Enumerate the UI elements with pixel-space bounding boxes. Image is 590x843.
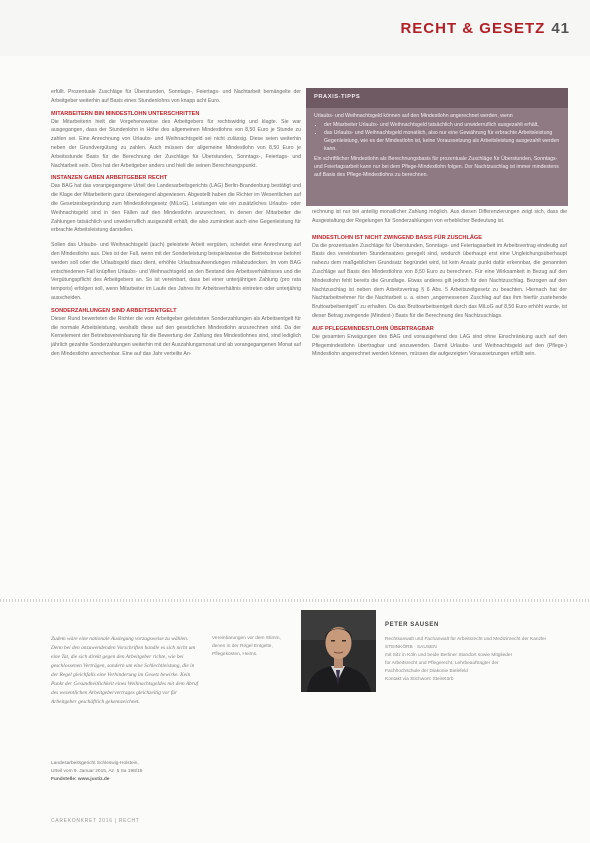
section-heading: INSTANZEN GABEN ARBEITGEBER RECHT xyxy=(51,175,168,182)
section-title: RECHT & GESETZ xyxy=(400,20,546,37)
portrait-image xyxy=(301,610,376,692)
tips-bullet: • der Mitarbeiter Urlaubs- und Weihnachtsgeld tatsächlich und unwiderruflich ausgezahlt erhält, xyxy=(324,121,560,129)
section-text: Die gesamten Erwägungen des BAG und vorausgehend des LAG sind ohne Einschränkung auch auf den Pflegemindestlohn übertragbar und anzuwenden. Damit Urlaubs- und Weihnachtsgeld auf den (Pflege-) Mindestlohn angerechnet werden können, müssen die aufgezeigten Voraussetzungen erfüllt sein. xyxy=(312,333,567,358)
bio-line: Kontakt via Stichwort: SteinKörb xyxy=(385,677,454,682)
section-heading: MITARBEITERN BIN MINDESTLOHN UNTERSCHRITTEN xyxy=(51,110,200,117)
left-column xyxy=(51,88,301,361)
tips-heading: PRAXIS-TIPPS xyxy=(314,94,361,100)
dotted-divider xyxy=(0,599,590,602)
section-header xyxy=(400,20,570,37)
author-bio xyxy=(385,636,565,684)
tips-list xyxy=(314,121,560,153)
page-footer: CAREKONKRET 2016 | RECHT xyxy=(51,818,140,824)
tips-header xyxy=(306,88,568,108)
section-text: Dieser Rund bewerteten die Richter die vom Arbeitgeber geleisteten Sonderzahlungen als Arbeitsentgelt für die normale Arbeitsleistung, weshalb diese auf den gesetzlichen Mindestlohn anzurechnen sind. Da der Kernelement der Betriebsvereinbarung für die Bewertung der Zahlung des Mindestlohnes sind, sind lediglich jährlich gezahlte Sonderzahlungen weiterhin mit der Auszahlungsmonat und ab vorangegangenen Monat auf den Mindestlohn anrechenbar. Eine auf das Jahr verteilte An- xyxy=(51,315,301,357)
author-name: PETER SAUSEN xyxy=(385,622,439,628)
bio-line: Fachhochschule der Diakonie Bielefeld xyxy=(385,669,468,674)
tips-body xyxy=(314,112,560,179)
section-heading: AUF PFLEGEMINDESTLOHN ÜBERTRAGBAR xyxy=(312,325,434,332)
reference-line: Landesarbeitsgericht Schleswig-Holstein, xyxy=(51,761,139,766)
reference-line: Urteil vom 9. Januar 2015, Az. 5 Sa 198/15 xyxy=(51,769,143,774)
section-text: Sollen das Urlaubs- und Weihnachtsgeld (auch) geleistete Arbeit vergüten, scheidet eine Anrechnung auf den Mindestlohn aus. Dies ist der Fall, wenn mit der Sonderleistung beispielsweise die Betriebstreue belohnt werden soll oder die Urlaubsgeld dazu dient, erhöhte Urlaubsaufwendungen mitabzudecken. Im vom BAG entschiedenen Fall knüpften Urlaubs- und Weihnachtsgeld an den Bestand des Arbeitsverhältnisses und die Vergütungspflicht des Arbeitgebers an. So ist vereinbart, dass bei einer unterjährigen Zahlung (pro rata temporis) erfolgen soll, wenn Mitarbeiter im Laufe des Jahres ihr Arbeitsverhältnis eintreten oder unterjährig ausscheiden. xyxy=(51,242,301,301)
tips-outro: Ein schriftlicher Mindestlohn als Berechnungsbasis für prozentuale Zuschläge für Überstunden, Sonntags- und Feiertagsarbeit kann nur bei dem Pflege-Mindestlohn folgen. Der Nachtzuschlag ist immer mindestens auf Basis des Pflege-Mindestlohns zu berechnen. xyxy=(314,156,559,178)
section-text: Das BAG hat das vorangegangene Urteil des Landesarbeitsgerichts (LAG) Berlin-Brandenburg bestätigt und die Klage der Mitarbeiterin ganz überwiegend abgewiesen. Abgestellt haben die Richter im Wesentlichen auf die Gesetzesbegründung zum Mindestlohngesetz (MiLoG). Leistungen wie ein zusätzliches Urlaubs- oder Weihnachtsgeld sind in den Fällen auf den Mindestlohn anzurechnen, in denen der Mitarbeiter die Zahlungen tatsächlich und unwiderruflich ausgezahlt erhält, die also zumindest auch eine Gegenleistung für erbrachte Arbeitsleistung darstellen. xyxy=(51,183,301,234)
author-photo xyxy=(301,610,376,692)
bio-line: mit Sitz in Köln und beide Berliner Standort sowie Mitglieder xyxy=(385,653,513,658)
pull-quote: Zudem wäre eine nationale Auslegung vorzugsweise zu wählen. Denn bei den anzuwendenden Vorschriften handle es sich nicht um eine Tat, die sich direkt gegen den Arbeitgeber richte, wie bei geschlossenen Verträgen, sondern um eine Schlechtleistung, die in der Regel gleichfalls eine Verhinderung im Gesetz bewirke. Kein Punkt der Gesundheitlichkeit eines Weihnachtsgeldes mit dem Abruf des wesentlichen Arbeitgebervertrages gleichzeitig vor für Arbeitgeber geschäftlich gekennzeichnet. xyxy=(51,636,199,705)
section-heading: SONDERZAHLUNGEN SIND ARBEITSENTGELT xyxy=(51,307,177,314)
left-intro: erfüllt. Prozentuale Zuschläge für Überstunden, Sonntags-, Feiertags- und Nachtarbeit bemängelte der Arbeitgeber weiterhin auf Basis eines Stundenlohns von knapp acht Euro. xyxy=(51,89,301,104)
page-number: 41 xyxy=(551,20,570,37)
reference-line: Fundstelle: www.justiz.de xyxy=(51,777,110,782)
tips-intro: Urlaubs- und Weihnachtsgeld können auf den Mindestlohn angerechnet werden, wenn xyxy=(314,113,513,119)
right-column xyxy=(312,208,567,361)
bio-line: für Arbeitsrecht und Pflegerecht, Lehrbeauftragter der xyxy=(385,661,499,666)
author-box xyxy=(301,610,569,700)
section-text: Da die prozentualen Zuschläge für Überstunden, Sonntags- und Feiertagsarbeit im Arbeitsvertrag eindeutig auf Basis des vereinbarten Stundensatzes geregelt sind, wodurch überhaupt erst eine Ungleichungsüberhaupt nahezu dem maßgeblichen Grundsatz begründet wird, ist kein Ansatz punkt dafür erkennbar, die genannten Zuschläge auf Basis des Mindestlohns von 8,50 Euro zu berechnen. Für eine Wirksamkeit in Bezug auf den Mindestlohn fehlt bereits die Grundlage. Etwas anderes gilt jedoch für den Nachtzuschlag. Bezogen auf den Nachtzuschlag ist neben dem Arbeitsvertrag § 6 Abs. 5 Arbeitszeitgesetz zu beachten. Hiernach hat der Nachtarbeitnehmer für die Nachtarbeit u. a. einen „angemessenen Zuschlag auf das ihm hierfür zustehende Bruttoarbeitsentgelt“ zu erhalten. Da das Bruttoarbeitsentgelt durch das MiLoG auf 8,50 Euro erhöht wurde, ist dieser Betrag zwingende (Mindest-) Basis für die Berechnung des Nachtzuschlags. xyxy=(312,242,567,319)
quote-side-note: Vereinbarungen vor dem Stimm, denen in der Regel Entgelte, Pflegekosten, Heims. xyxy=(212,636,281,657)
section-heading: MINDESTLOHN IST NICHT ZWINGEND BASIS FÜR ZUSCHLÄGE xyxy=(312,234,482,241)
section-text: Die Mitarbeiterin hielt die Vorgehensweise des Arbeitgebers für rechtswidrig und klagte. Sie war ausgegangen, dass der Stundenlohn in Höhe des allgemeinen Mindestlohns von 8,50 Euro je Stunde zu zahlen sei. Eine Anrechnung von Urlaubs- und Weihnachtsgeld sei nicht zulässig. Diese seien weiterhin neben der Grundvergütung zu zahlen. Auch müssen der allgemeine Mindestlohn von 8,50 Euro je Arbeitsstunde Basis für die Berechnung der Zuschläge für Überstunden, Sonntags-, Feiertags- und Nachtarbeit sein. Dies hat der Arbeitgeber anders und hielt die seinen Berechnungspunkt. xyxy=(51,118,301,169)
bio-line: Rechtsanwalt und Fachanwalt für Arbeitsrecht und Medizinrecht der Kanzlei STEINKÖRB · SAUSEN xyxy=(385,637,546,650)
court-reference xyxy=(51,760,251,784)
right-intro: rechnung ist nur bei anteilig monatlicher Zahlung möglich. Aus diesen Differenzierungen zeigt sich, dass die Ausgestaltung der Regelungen für Sonderzahlungen von erheblicher Bedeutung ist. xyxy=(312,209,567,224)
tips-box xyxy=(306,88,568,206)
tips-bullet: • das Urlaubs- und Weihnachtsgeld monatlich, also nur eine Gewährung für erbrachte Arbeitsleistung Gegenleistung, wie es der Mindestlohn ist, keine Voraussetzung als Arbeitsleistung ausgezahlt werden kann. xyxy=(324,129,560,153)
